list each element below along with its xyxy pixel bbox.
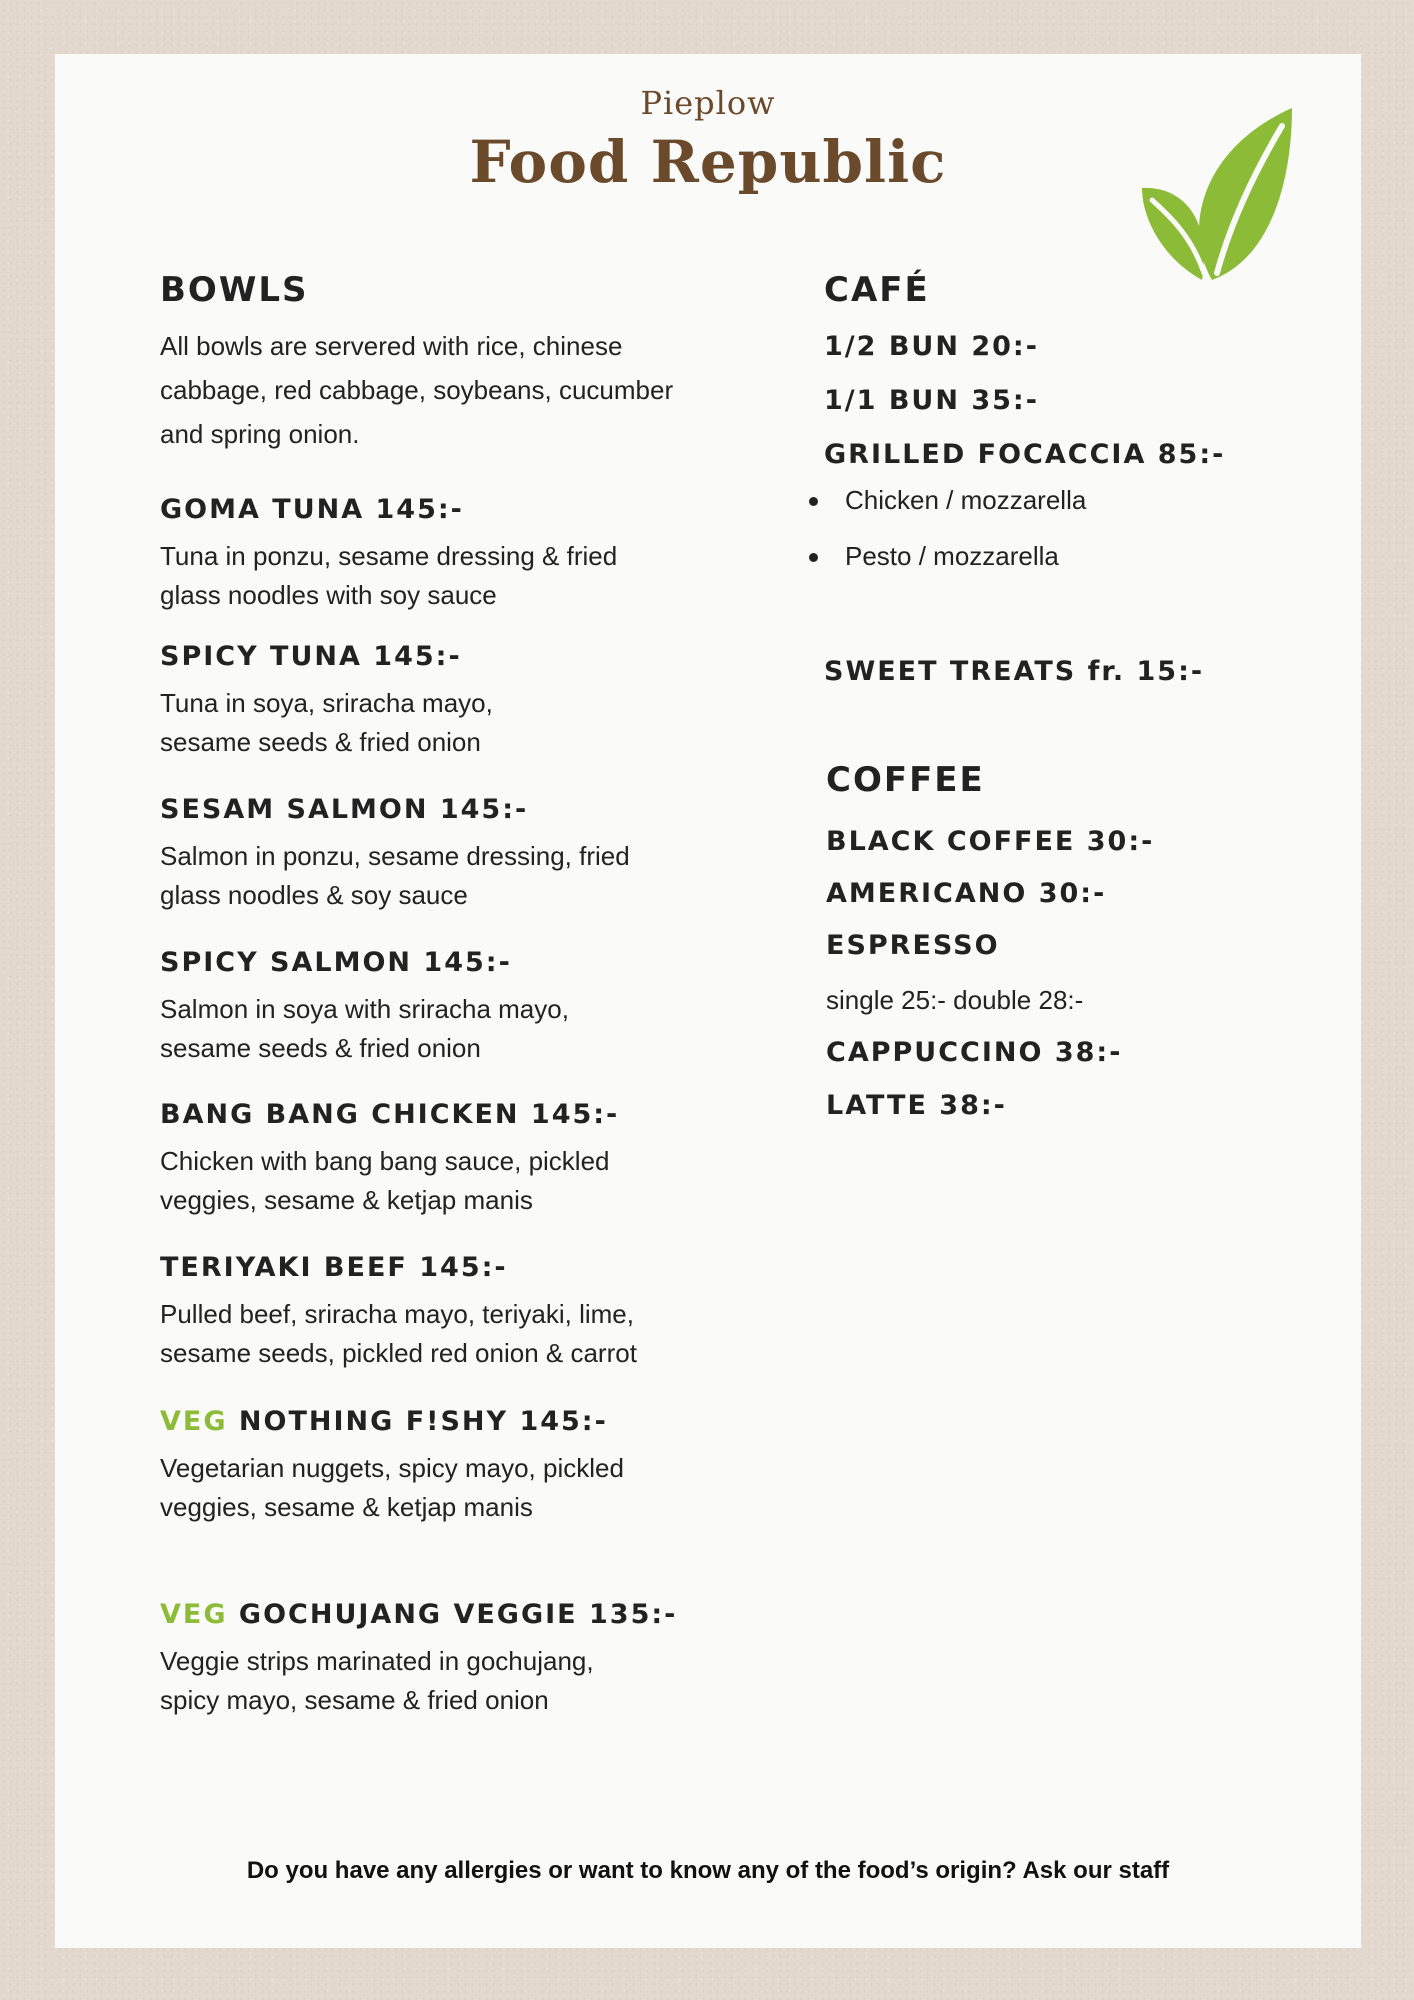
brand-subtitle: Pieplow — [640, 84, 776, 122]
espresso-prices: single 25:- double 28:- — [826, 985, 1084, 1015]
section-title-coffee: COFFEE — [826, 760, 985, 800]
menu-item-description: Pulled beef, sriracha mayo, teriyaki, lime, sesame seeds, pickled red onion & carrot — [160, 1299, 637, 1368]
menu-item-black-coffee: BLACK COFFEE 30:- — [826, 826, 1155, 857]
menu-item-nothing-fishy: VEG NOTHING F!SHY 145:- — [160, 1406, 608, 1437]
list-item: Chicken / mozzarella — [793, 472, 1086, 528]
menu-item-full-bun: 1/1 BUN 35:- — [824, 385, 1039, 416]
bowls-intro: All bowls are servered with rice, chinese cabbage, red cabbage, soybeans, cucumber and spring onion. — [160, 331, 674, 449]
menu-item-cappuccino: CAPPUCCINO 38:- — [826, 1037, 1123, 1068]
allergy-footer-note: Do you have any allergies or want to know any of the food’s origin? Ask our staff — [246, 1857, 1170, 1884]
menu-item-grilled-focaccia: GRILLED FOCACCIA 85:- — [824, 439, 1226, 470]
menu-item-description: Tuna in ponzu, sesame dressing & fried glass noodles with soy sauce — [160, 541, 618, 610]
section-title-bowls: BOWLS — [160, 270, 309, 310]
brand-title: Food Republic — [469, 128, 947, 196]
menu-item-sesam-salmon: SESAM SALMON 145:- — [160, 794, 529, 825]
focaccia-options — [793, 472, 1086, 584]
menu-item-description: Chicken with bang bang sauce, pickled veggies, sesame & ketjap manis — [160, 1146, 610, 1215]
veg-label: VEG — [160, 1406, 228, 1437]
menu-item-goma-tuna: GOMA TUNA 145:- — [160, 494, 464, 525]
menu-item-description: Vegetarian nuggets, spicy mayo, pickled veggies, sesame & ketjap manis — [160, 1453, 624, 1522]
menu-item-description: Salmon in soya with sriracha mayo, sesame seeds & fried onion — [160, 994, 569, 1063]
menu-item-description: Tuna in soya, sriracha mayo, sesame seeds & fried onion — [160, 688, 493, 757]
veg-label: VEG — [160, 1599, 228, 1630]
menu-item-teriyaki-beef: TERIYAKI BEEF 145:- — [160, 1252, 508, 1283]
menu-item-half-bun: 1/2 BUN 20:- — [824, 331, 1039, 362]
section-title-cafe: CAFÉ — [824, 270, 930, 310]
menu-item-americano: AMERICANO 30:- — [826, 878, 1107, 909]
menu-item-spicy-salmon: SPICY SALMON 145:- — [160, 947, 512, 978]
menu-item-gochujang-veggie: VEG GOCHUJANG VEGGIE 135:- — [160, 1599, 678, 1630]
menu-item-description: Veggie strips marinated in gochujang, spicy mayo, sesame & fried onion — [160, 1646, 594, 1715]
menu-item-spicy-tuna: SPICY TUNA 145:- — [160, 641, 462, 672]
list-item: Pesto / mozzarella — [793, 528, 1086, 584]
menu-item-espresso: ESPRESSO — [826, 930, 1000, 961]
menu-item-description: Salmon in ponzu, sesame dressing, fried glass noodles & soy sauce — [160, 841, 630, 910]
menu-item-bang-bang-chicken: BANG BANG CHICKEN 145:- — [160, 1099, 620, 1130]
menu-item-latte: LATTE 38:- — [826, 1090, 1007, 1121]
menu-item-sweet-treats: SWEET TREATS fr. 15:- — [824, 656, 1205, 687]
leaf-logo-icon — [1142, 108, 1292, 282]
menu-page — [55, 54, 1361, 1948]
